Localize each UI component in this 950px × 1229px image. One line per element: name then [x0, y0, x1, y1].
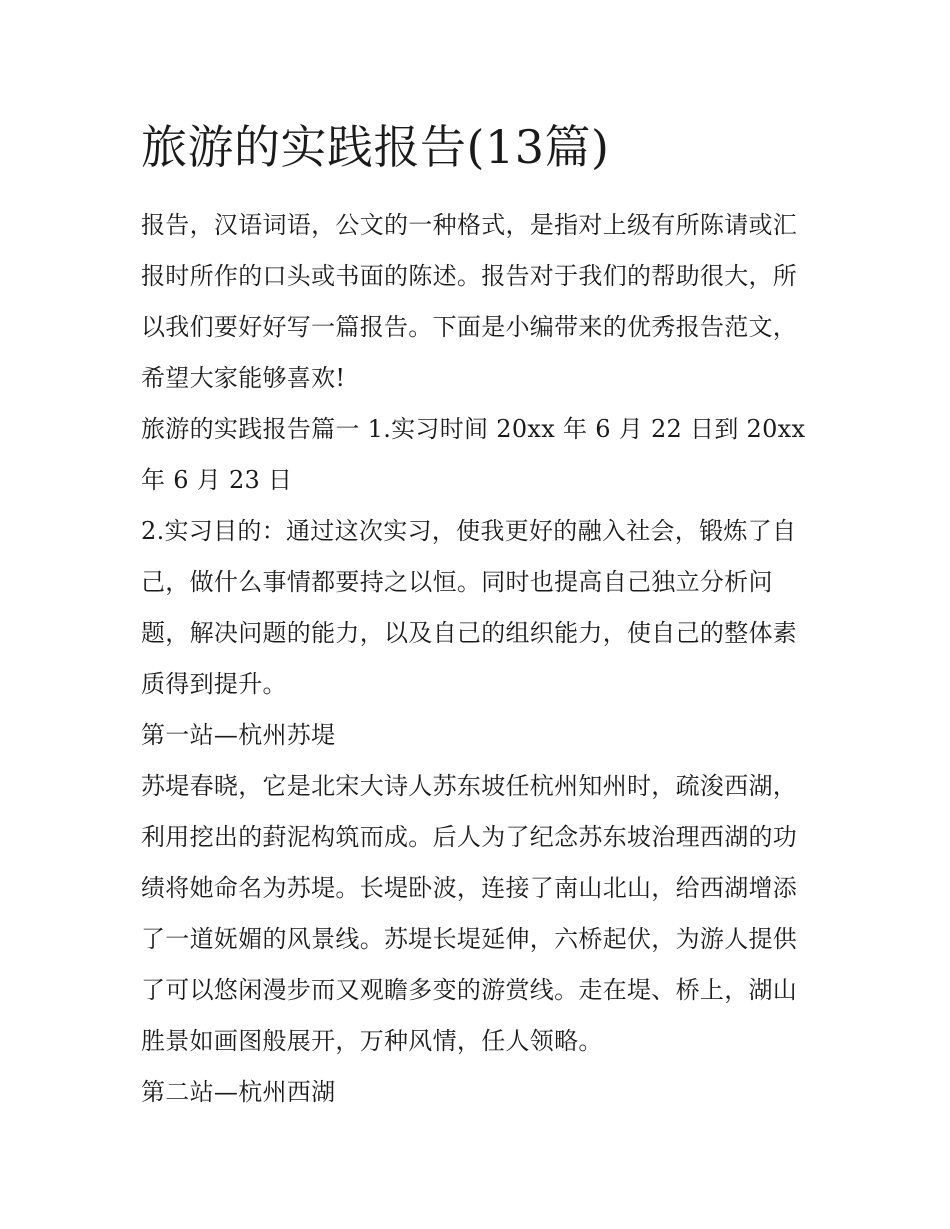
intro-paragraph: 报告，汉语词语，公文的一种格式，是指对上级有所陈请或汇报时所作的口头或书面的陈述。报告对于我们的帮助很大，所以我们要好好写一篇报告。下面是小编带来的优秀报告范文，希望大家能够喜欢!	[141, 211, 798, 392]
su-causeway-paragraph: 苏堤春晓，它是北宋大诗人苏东坡任杭州知州时，疏浚西湖，利用挖出的葑泥构筑而成。后人为了纪念苏东坡治理西湖的功绩将她命名为苏堤。长堤卧波，连接了南山北山，给西湖增添了一道妩媚的风景线。苏堤长堤延伸，六桥起伏，为游人提供了可以悠闲漫步而又观瞻多变的游赏线。走在堤、桥上，湖山胜景如画图般展开，万种风情，任人领略。	[141, 772, 798, 1055]
internship-purpose-paragraph: 2.实习目的：通过这次实习，使我更好的融入社会，锻炼了自己，做什么事情都要持之以恒。同时也提高自己独立分析问题，解决问题的能力，以及自己的组织能力，使自己的整体素质得到提升。	[141, 517, 798, 698]
document-title: 旅游的实践报告(13篇)	[141, 120, 610, 174]
section-heading-first-stop: 第一站—杭州苏堤	[141, 721, 336, 749]
section-heading-second-stop: 第二站—杭州西湖	[141, 1078, 336, 1106]
document-body	[141, 118, 816, 1118]
internship-time-paragraph: 旅游的实践报告篇一 1.实习时间 20xx 年 6 月 22 日到 20xx 年 6 月 23 日	[141, 415, 806, 494]
